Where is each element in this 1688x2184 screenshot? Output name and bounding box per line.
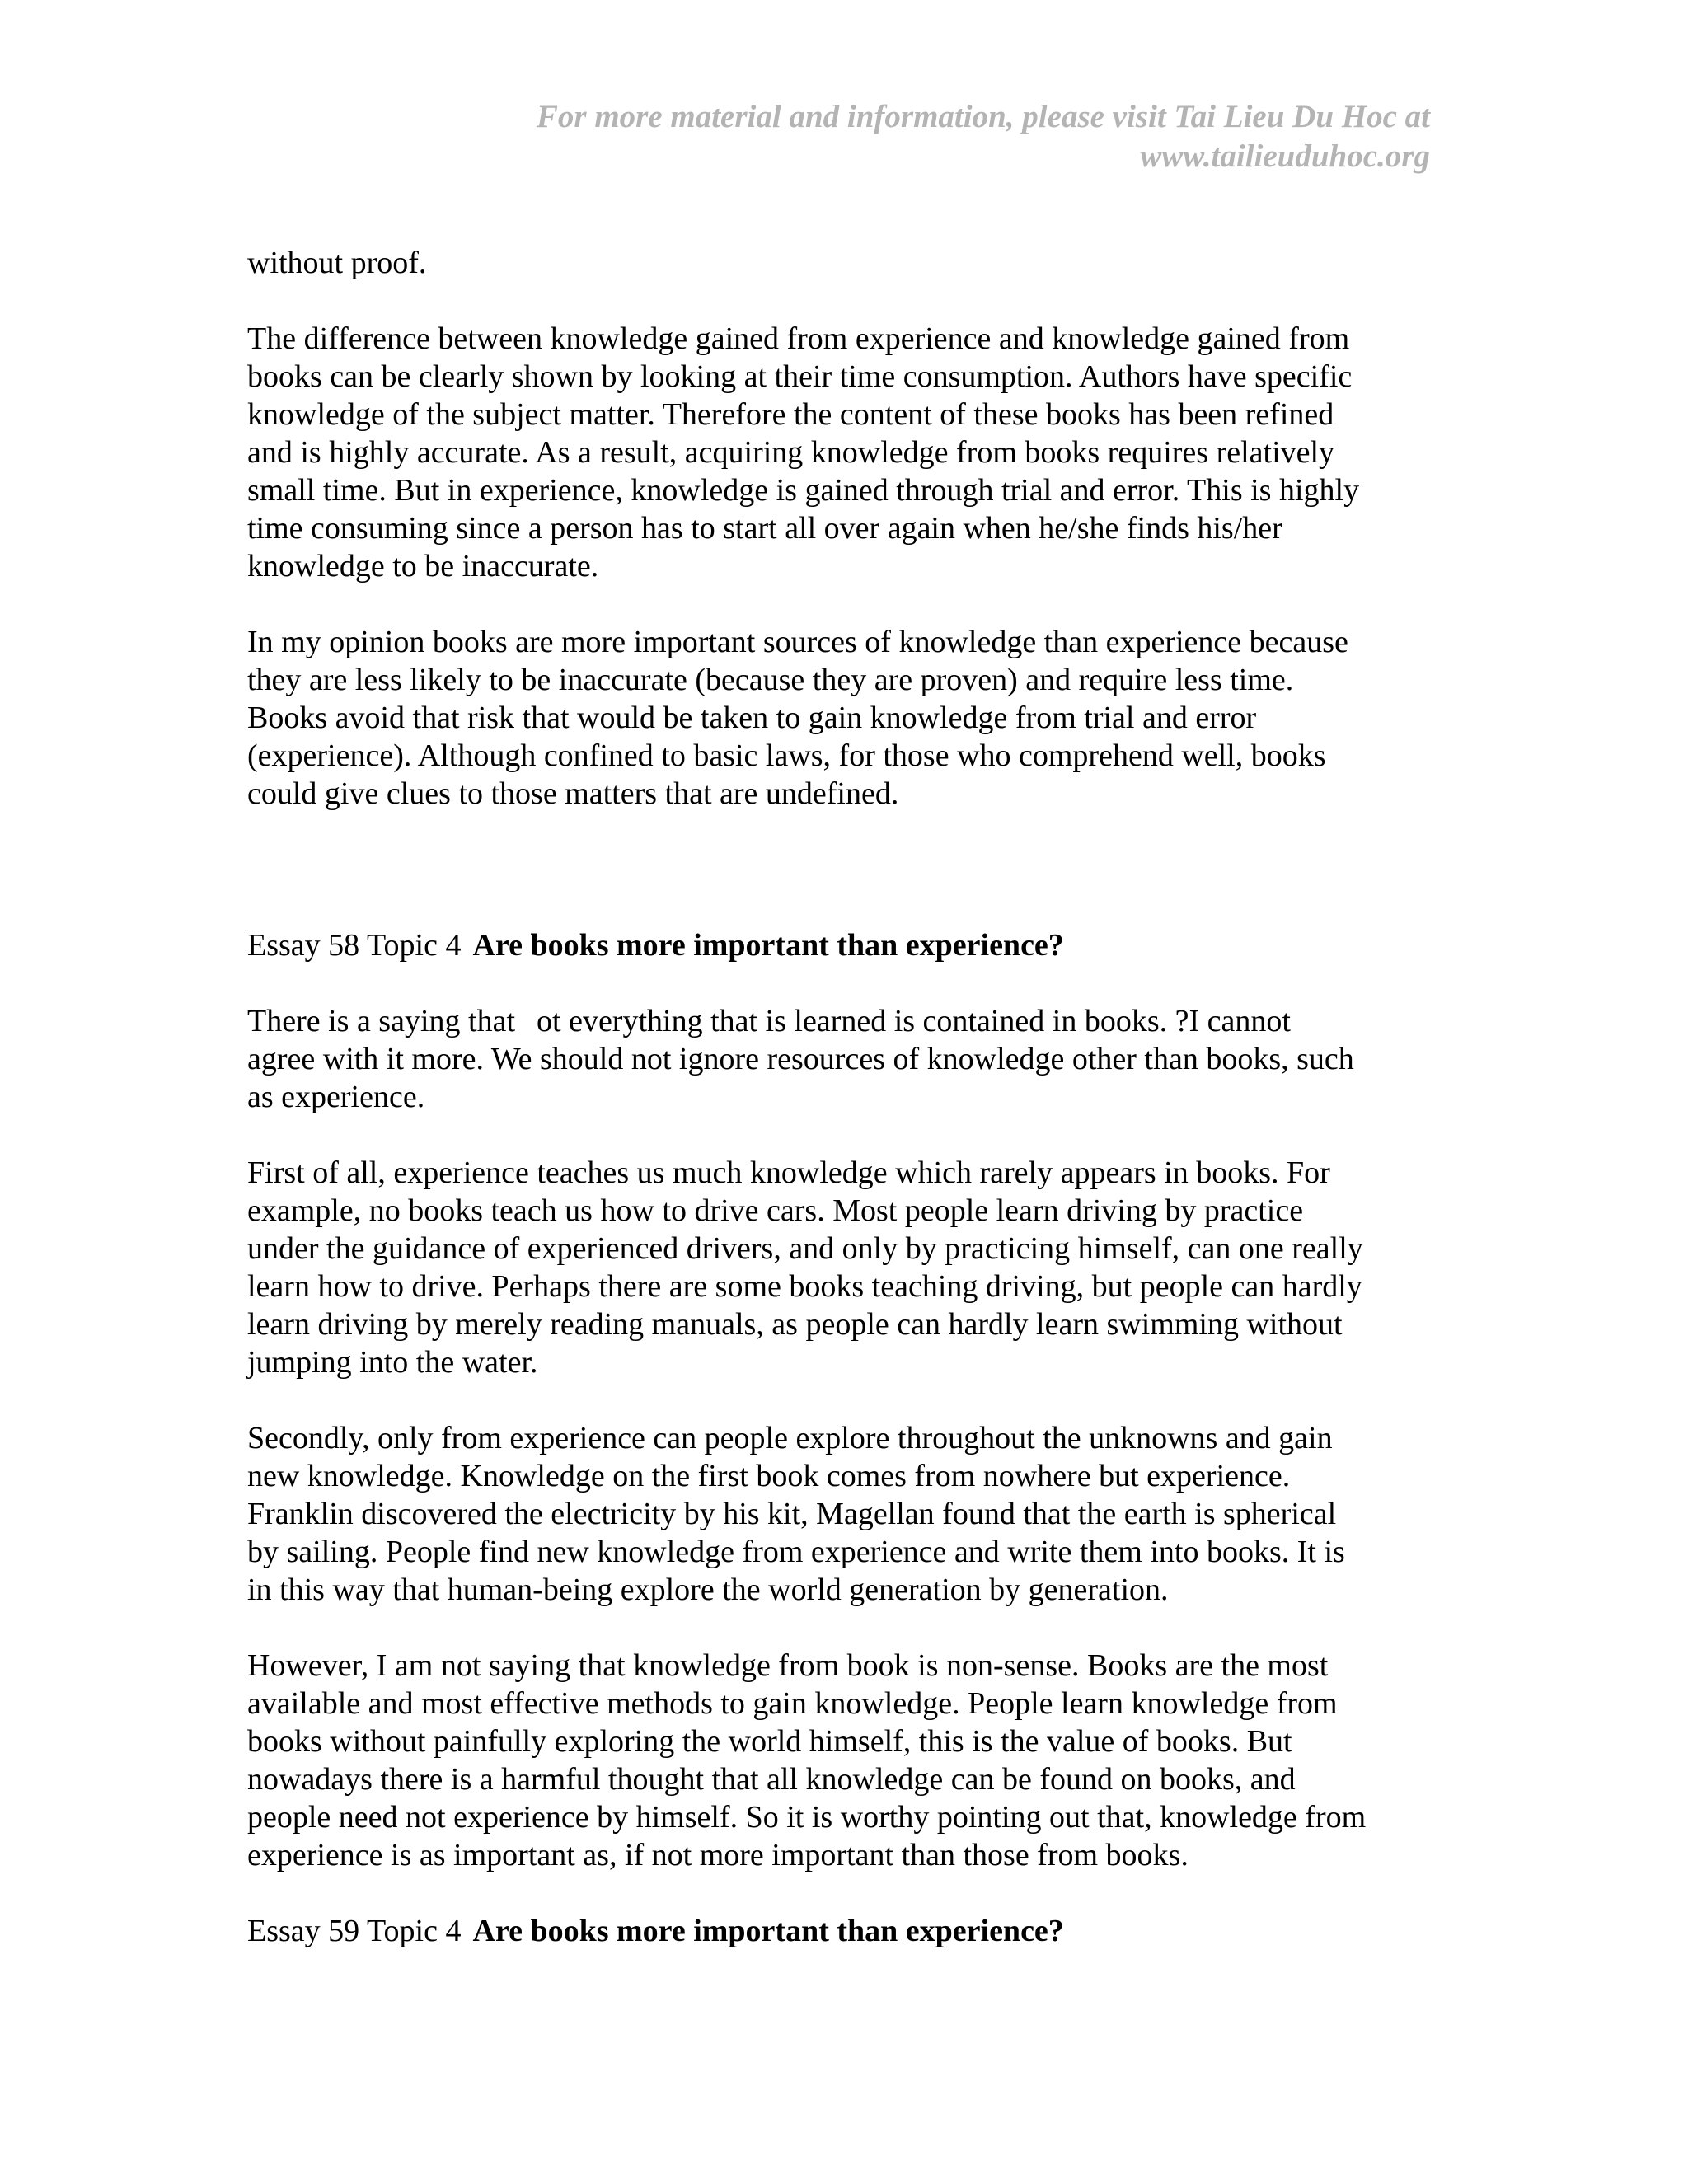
text-line: under the guidance of experienced drivers, and only by practicing himself, can one really xyxy=(247,1231,1363,1266)
text-line xyxy=(247,1002,1451,1040)
text-line: could give clues to those matters that are undefined. xyxy=(247,776,899,811)
header-line-1: For more material and information, please visit Tai Lieu Du Hoc at xyxy=(536,99,1430,134)
document-body xyxy=(247,244,1451,1950)
text-fragment: There is a saying that xyxy=(247,1004,516,1038)
text-fragment: ot everything that is learned is contained in books. ?I cannot xyxy=(537,1004,1291,1038)
text-line: learn how to drive. Perhaps there are some books teaching driving, but people can hardly xyxy=(247,1269,1362,1304)
text-line: people need not experience by himself. So it is worthy pointing out that, knowledge from xyxy=(247,1800,1367,1835)
paragraph-first-of-all xyxy=(247,1154,1451,1381)
paragraph-opinion xyxy=(247,623,1451,813)
text-line: Books avoid that risk that would be taken to gain knowledge from trial and error xyxy=(247,701,1257,735)
text-line: jumping into the water. xyxy=(247,1345,538,1380)
text-line: and is highly accurate. As a result, acquiring knowledge from books requires relatively xyxy=(247,435,1335,470)
text-line: available and most effective methods to gain knowledge. People learn knowledge from xyxy=(247,1686,1338,1721)
essay-59-label: Essay 59 Topic 4 xyxy=(247,1914,462,1948)
essay-59-title: Are books more important than experience? xyxy=(472,1914,1064,1948)
text-line: they are less likely to be inaccurate (because they are proven) and require less time. xyxy=(247,663,1294,697)
paragraph-time-consumption xyxy=(247,320,1451,585)
essay-59-heading xyxy=(247,1912,1451,1950)
text-line: in this way that human-being explore the world generation by generation. xyxy=(247,1572,1169,1607)
text-line: However, I am not saying that knowledge from book is non-sense. Books are the most xyxy=(247,1648,1329,1683)
text-line: knowledge to be inaccurate. xyxy=(247,549,599,583)
text-line: new knowledge. Knowledge on the first book comes from nowhere but experience. xyxy=(247,1459,1291,1493)
text-line: experience is as important as, if not more important than those from books. xyxy=(247,1838,1189,1872)
essay-58-label: Essay 58 Topic 4 xyxy=(247,928,462,963)
text-line: nowadays there is a harmful thought that all knowledge can be found on books, and xyxy=(247,1762,1296,1797)
paragraph-saying xyxy=(247,1002,1451,1116)
text-line: The difference between knowledge gained from experience and knowledge gained from xyxy=(247,321,1350,356)
text-line: (experience). Although confined to basic laws, for those who comprehend well, books xyxy=(247,738,1326,773)
paragraph-continuation xyxy=(247,244,1451,282)
essay-58-heading xyxy=(247,926,1451,964)
text-line: by sailing. People find new knowledge from experience and write them into books. It is xyxy=(247,1535,1345,1569)
text-line: example, no books teach us how to drive cars. Most people learn driving by practice xyxy=(247,1193,1304,1228)
text-line: small time. But in experience, knowledge is gained through trial and error. This is highly xyxy=(247,473,1360,508)
paragraph-secondly xyxy=(247,1419,1451,1609)
text-line: time consuming since a person has to start all over again when he/she finds his/her xyxy=(247,511,1282,546)
essay-58-title: Are books more important than experience? xyxy=(472,928,1064,963)
text-line: First of all, experience teaches us much knowledge which rarely appears in books. For xyxy=(247,1155,1330,1190)
paragraph-however xyxy=(247,1647,1451,1874)
page-header-watermark xyxy=(441,97,1430,176)
text-line: books without painfully exploring the world himself, this is the value of books. But xyxy=(247,1724,1292,1759)
text-line: Franklin discovered the electricity by his kit, Magellan found that the earth is spherical xyxy=(247,1497,1337,1531)
text-line: learn driving by merely reading manuals, as people can hardly learn swimming without xyxy=(247,1307,1343,1342)
text-line: as experience. xyxy=(247,1080,425,1114)
text-line: In my opinion books are more important sources of knowledge than experience because xyxy=(247,625,1348,659)
text-line: agree with it more. We should not ignore resources of knowledge other than books, such xyxy=(247,1042,1354,1076)
text-line: books can be clearly shown by looking at their time consumption. Authors have specific xyxy=(247,359,1353,394)
text-line: knowledge of the subject matter. Therefore the content of these books has been refined xyxy=(247,397,1334,432)
header-line-2: www.tailieuduhoc.org xyxy=(1140,138,1430,174)
text-line: Secondly, only from experience can people explore throughout the unknowns and gain xyxy=(247,1421,1333,1455)
text-line: without proof. xyxy=(247,246,427,280)
